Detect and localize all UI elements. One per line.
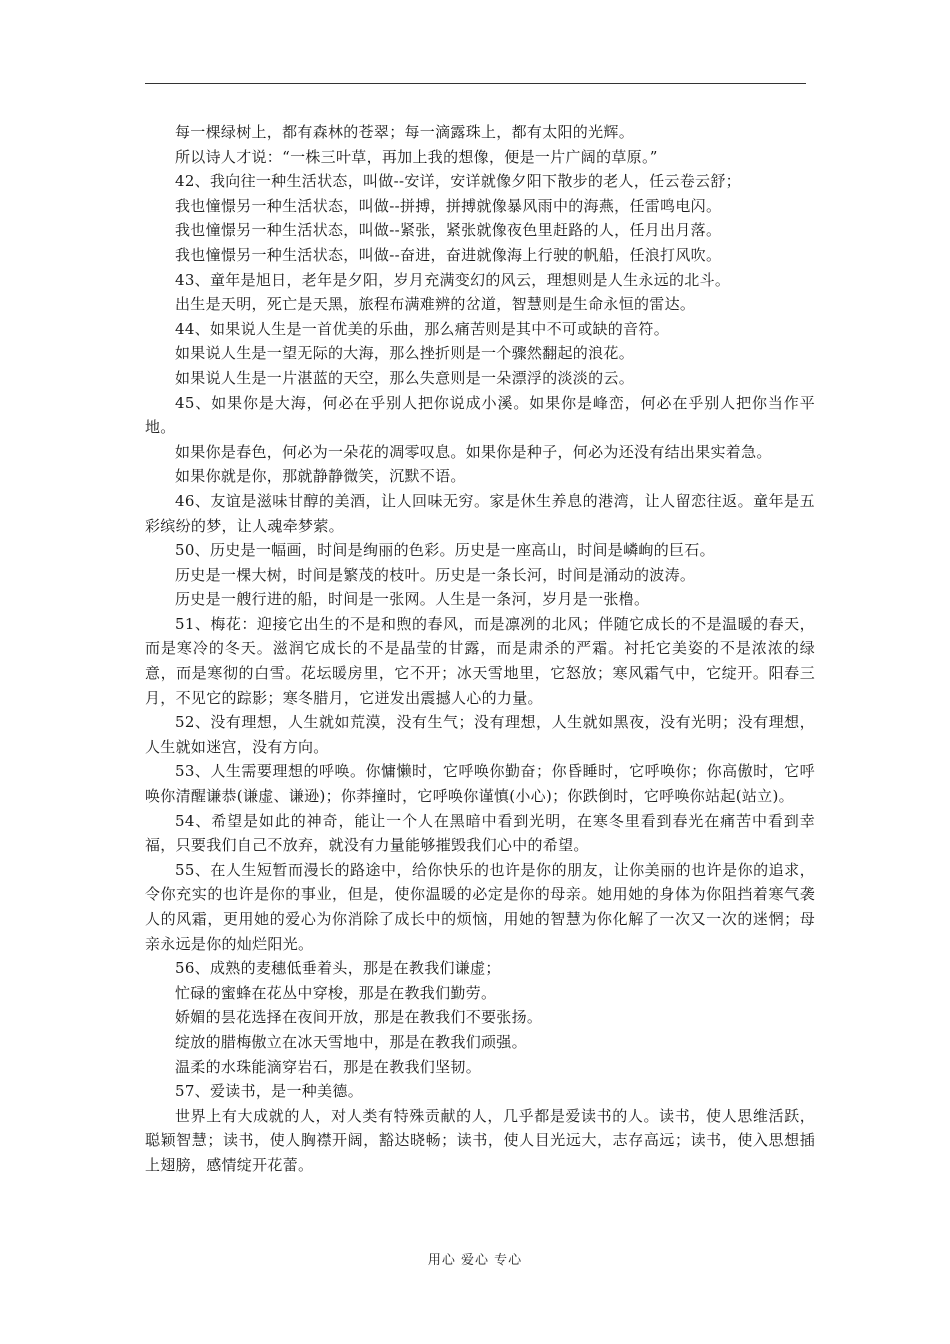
paragraph: 温柔的水珠能滴穿岩石，那是在教我们坚韧。 bbox=[175, 1057, 482, 1076]
paragraph: 如果你是春色，何必为一朵花的凋零叹息。如果你是种子，何必为还没有结出果实着急。 bbox=[175, 442, 772, 461]
paragraph: 世界上有大成就的人，对人类有特殊贡献的人，几乎都是爱读书的人。读书，使人思维活跃，聪颖智慧；读书，使人胸襟开阔，豁达晓畅；读书，使人目光远大，志存高远；读书，使入思想插上翅膀，感情绽开花蕾。 bbox=[145, 1106, 815, 1174]
page-footer: 用心 爱心 专心 bbox=[427, 1253, 523, 1268]
paragraph: 42、我向往一种生活状态，叫做--安详，安详就像夕阳下散步的老人，任云卷云舒； bbox=[175, 172, 741, 191]
paragraph: 51、梅花：迎接它出生的不是和煦的春风，而是凛冽的北风；伴随它成长的不是温暖的春天，而是寒冷的冬天。滋润它成长的不是晶莹的甘露，而是肃杀的严霜。衬托它美姿的不是浓浓的绿意，而是寒彻的白雪。花坛暖房里，它不开；冰天雪地里，它怒放；寒风霜气中，它绽开。阳春三月，不见它的踪影；寒冬腊月，它迸发出震撼人心的力量。 bbox=[145, 614, 815, 707]
paragraph: 43、童年是旭日，老年是夕阳，岁月充满变幻的风云，理想则是人生永远的北斗。 bbox=[175, 270, 731, 289]
paragraph: 如果说人生是一望无际的大海，那么挫折则是一个骤然翻起的浪花。 bbox=[175, 344, 635, 363]
paragraph: 44、如果说人生是一首优美的乐曲，那么痛苦则是其中不可或缺的音符。 bbox=[175, 319, 669, 338]
paragraph: 出生是天明，死亡是天黑，旅程布满难辨的岔道，智慧则是生命永恒的雷达。 bbox=[175, 295, 696, 314]
paragraph: 55、在人生短暂而漫长的路途中，给你快乐的也许是你的朋友，让你美丽的也许是你的追求，令你充实的也许是你的事业，但是，使你温暖的必定是你的母亲。她用她的身体为你阻挡着寒气袭人的风霜，更用她的爱心为你消除了成长中的烦恼，用她的智慧为你化解了一次又一次的迷惘；母亲永远是你的灿烂阳光。 bbox=[145, 860, 815, 953]
paragraph: 45、如果你是大海，何必在乎别人把你说成小溪。如果你是峰峦，何必在乎别人把你当作平地。 bbox=[145, 393, 815, 437]
paragraph: 如果说人生是一片湛蓝的天空，那么失意则是一朵漂浮的淡淡的云。 bbox=[175, 368, 635, 387]
paragraph: 46、友谊是滋味甘醇的美酒，让人回味无穷。家是休生养息的港湾，让人留恋往返。童年是五彩缤纷的梦，让人魂牵梦萦。 bbox=[145, 491, 815, 535]
paragraph: 历史是一艘行进的船，时间是一张网。人生是一条河，岁月是一张橹。 bbox=[175, 590, 650, 609]
paragraph: 50、历史是一幅画，时间是绚丽的色彩。历史是一座高山，时间是嶙峋的巨石。 bbox=[175, 541, 715, 560]
paragraph: 所以诗人才说：“一株三叶草，再加上我的想像，便是一片广阔的草原。” bbox=[175, 147, 658, 166]
header-rule bbox=[145, 83, 806, 84]
paragraph: 我也憧憬另一种生活状态，叫做--紧张，紧张就像夜色里赶路的人，任月出月落。 bbox=[175, 221, 722, 240]
paragraph: 我也憧憬另一种生活状态，叫做--拼搏，拼搏就像暴风雨中的海燕，任雷鸣电闪。 bbox=[175, 196, 722, 215]
paragraph: 我也憧憬另一种生活状态，叫做--奋进，奋进就像海上行驶的帆船，任浪打风吹。 bbox=[175, 245, 722, 264]
paragraph: 绽放的腊梅傲立在冰天雪地中，那是在教我们顽强。 bbox=[175, 1032, 527, 1051]
paragraph: 53、人生需要理想的呼唤。你慵懒时，它呼唤你勤奋；你昏睡时，它呼唤你；你高傲时，它呼唤你清醒谦恭(谦虚、谦逊)；你莽撞时，它呼唤你谨慎(小心)；你跌倒时，它呼唤你站起(站立)。 bbox=[145, 762, 815, 806]
paragraph: 56、成熟的麦穗低垂着头，那是在教我们谦虚； bbox=[175, 959, 501, 978]
paragraph: 57、爱读书，是一种美德。 bbox=[175, 1082, 363, 1101]
paragraph: 忙碌的蜜蜂在花丛中穿梭，那是在教我们勤劳。 bbox=[175, 983, 497, 1002]
paragraph: 52、没有理想，人生就如荒漠，没有生气；没有理想，人生就如黑夜，没有光明；没有理想，人生就如迷宫，没有方向。 bbox=[145, 713, 815, 756]
paragraph: 娇媚的昙花选择在夜间开放，那是在教我们不要张扬。 bbox=[175, 1008, 543, 1027]
paragraph: 每一棵绿树上，都有森林的苍翠；每一滴露珠上，都有太阳的光辉。 bbox=[175, 123, 635, 141]
paragraph: 54、希望是如此的神奇，能让一个人在黑暗中看到光明，在寒冬里看到春光在痛苦中看到幸福，只要我们自己不放弃，就没有力量能够摧毁我们心中的希望。 bbox=[145, 811, 815, 855]
body-text bbox=[145, 120, 815, 1178]
paragraph: 如果你就是你，那就静静微笑，沉默不语。 bbox=[175, 467, 466, 486]
paragraph: 历史是一棵大树，时间是繁茂的枝叶。历史是一条长河，时间是涌动的波涛。 bbox=[175, 565, 696, 584]
